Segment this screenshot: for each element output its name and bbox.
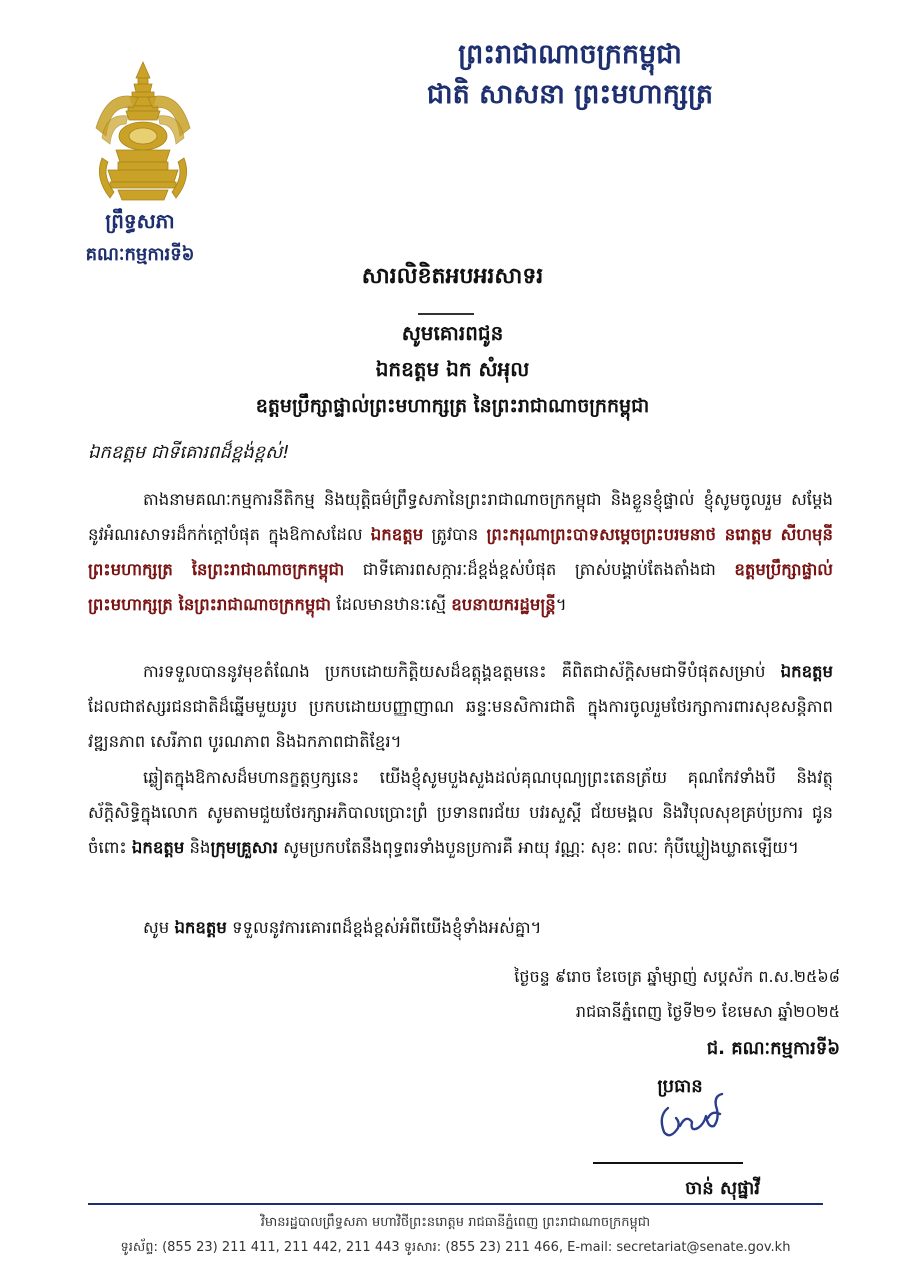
national-motto: ជាតិ សាសនា ព្រះមហាក្សត្រ [426,79,714,110]
place-and-date: រាជធានីភ្នំពេញ ថ្ងៃទី២១ ខែមេសា ឆ្នាំ២០២៥ [575,1002,840,1021]
p3-text: និង [189,838,211,857]
fax-label: ទូរសារ: [403,1240,442,1255]
p4-text: ទទួលនូវការគោរពដ៏ខ្ពង់ខ្ពស់អំពីយើងខ្ញុំទាំងអស់គ្នា។ [232,918,542,937]
p2-text: ការទទួលបាននូវមុខតំណែង ប្រកបដោយកិត្តិយសដ៏ឧត្តុង្គឧត្តមនេះ គឺពិតជាស័ក្តិសមជាទីបំផុតសម្រាប់ [143,662,766,681]
p1-text: ត្រូវបាន [431,525,479,544]
royal-crown-emblem-icon [88,58,198,208]
title-divider [418,313,474,315]
p2-honorific: ឯកឧត្តម [780,662,833,681]
lunar-date: ថ្ងៃចន្ទ ៩រោច ខែចេត្រ ឆ្នាំម្សាញ់ សប្តស័ក ព.ស.២៥៦៨ [514,967,840,986]
p1-text: ។ [555,595,567,614]
document-title: សារលិខិតអបអរសាទរ [361,264,544,289]
p3-text: សូមប្រកបតែនឹងពុទ្ធពរទាំងបួនប្រការគឺ អាយុ វណ្ណៈ សុខៈ ពលៈ កុំបីឃ្លៀងឃ្លាតឡើយ។ [283,838,799,857]
p1-rank: ឧបនាយករដ្ឋមន្ត្រី [451,595,556,614]
p3-text: ឆ្លៀតក្នុងឱកាសដ៏មហានក្ខត្តឫក្សនេះ យើងខ្ញុំសូមបួងសួងដល់គុណបុណ្យព្រះតេនត្រ័យ គុណកែវទាំងបី និងវត្ថុស័ក្តិសិទ្ធិក្នុងលោក សូមតាមជួយថែរក្សាអភិបាលប្រោះព្រំ ប្រទានពរជ័យ បវរសួស្តី ជ័យមង្គល និងវិបុលសុខគ្រប់ប្រការ ជូនចំពោះ [88,768,833,857]
paragraph-closing [88,910,833,945]
senate-name: ព្រឹទ្ធសភា [105,209,175,233]
p1-king-title: ព្រះករុណាព្រះបាទសម្តេចព្រះបរមនាថ នរោត្តម សីហមុនី ព្រះមហាក្សត្រ នៃព្រះរាជាណាចក្រកម្ពុជា [88,525,833,579]
p2-text: ដែលជាឥស្សរជនជាតិដ៏ឆ្នើមមួយរូប ប្រកបដោយបញ្ញាញាណ ឆន្ទៈមនសិការជាតិ ក្នុងការចូលរួមថែរក្សាការពារសុខសន្តិភាព វឌ្ឍនភាព សេរីភាព បូរណភាព និងឯកភាពជាតិខ្មែរ។ [88,697,833,751]
p4-text: សូម [143,918,170,937]
p1-text: ជាទីគោរពសក្ការៈដ៏ខ្ពង់ខ្ពស់បំផុត ត្រាស់បង្គាប់តែងតាំងជា [362,560,716,579]
phone-numbers: (855 23) 211 411, 211 442, 211 443 [162,1240,400,1255]
chair-title: ប្រធាន [657,1076,703,1097]
commission-name: គណៈកម្មការទី៦ [85,244,195,265]
fax-and-email: (855 23) 211 466, E-mail: secretariat@senate.gov.kh [445,1240,791,1255]
signature-line [593,1162,743,1164]
chair-name: ចាន់ សុផ្នាវី [685,1178,760,1199]
footer-contact [88,1239,823,1258]
addressee-prefix: សូមគោរពជូន [401,321,504,345]
p1-position: ឧត្តមប្រឹក្សាផ្ទាល់ព្រះមហាក្សត្រ នៃព្រះរាជាណាចក្រកម្ពុជា [88,560,834,614]
paragraph-congratulation [88,482,833,622]
paragraph-merit [88,654,833,759]
p1-text: ដែលមានឋានៈស្មើ [336,595,447,614]
addressee-name: ឯកឧត្តម ឯក សំអុល [375,357,530,381]
handwritten-signature-icon [650,1088,745,1148]
footer-address: វិមានរដ្ឋបាលព្រឹទ្ធសភា មហាវិថីព្រះនរោត្តម រាជធានីភ្នំពេញ ព្រះរាជាណាចក្រកម្ពុជា [260,1215,651,1230]
on-behalf-of: ជ. គណៈកម្មការទី៦ [706,1038,840,1059]
p1-text: តាងនាមគណៈកម្មការនីតិកម្ម និងយុត្តិធម៌ព្រឹទ្ធសភានៃព្រះរាជាណាចក្រកម្ពុជា និងខ្លួនខ្ញុំផ្ទាល់ ខ្ញុំសូមចូលរួម សម្តែងនូវអំណរសាទរដ៏កក់ក្ដៅបំផុត ក្នុងឱកាសដែល [88,490,833,544]
p3-honorific: ឯកឧត្តម [131,838,185,857]
p3-family: ក្រុមគ្រួសារ [210,838,278,857]
p1-honorific: ឯកឧត្តម [370,525,424,544]
salutation: ឯកឧត្តម ជាទីគោរពដ៏ខ្ពង់ខ្ពស់! [88,442,290,463]
paragraph-blessing [88,760,833,865]
kingdom-title: ព្រះរាជាណាចក្រកម្ពុជា [458,39,682,70]
addressee-title: ឧត្តមប្រឹក្សាផ្ទាល់ព្រះមហាក្សត្រ នៃព្រះរាជាណាចក្រកម្ពុជា [255,395,650,417]
footer-divider [88,1203,823,1205]
p4-honorific: ឯកឧត្តម [174,918,227,937]
phone-label: ទូរស័ព្ទ: [120,1240,158,1255]
